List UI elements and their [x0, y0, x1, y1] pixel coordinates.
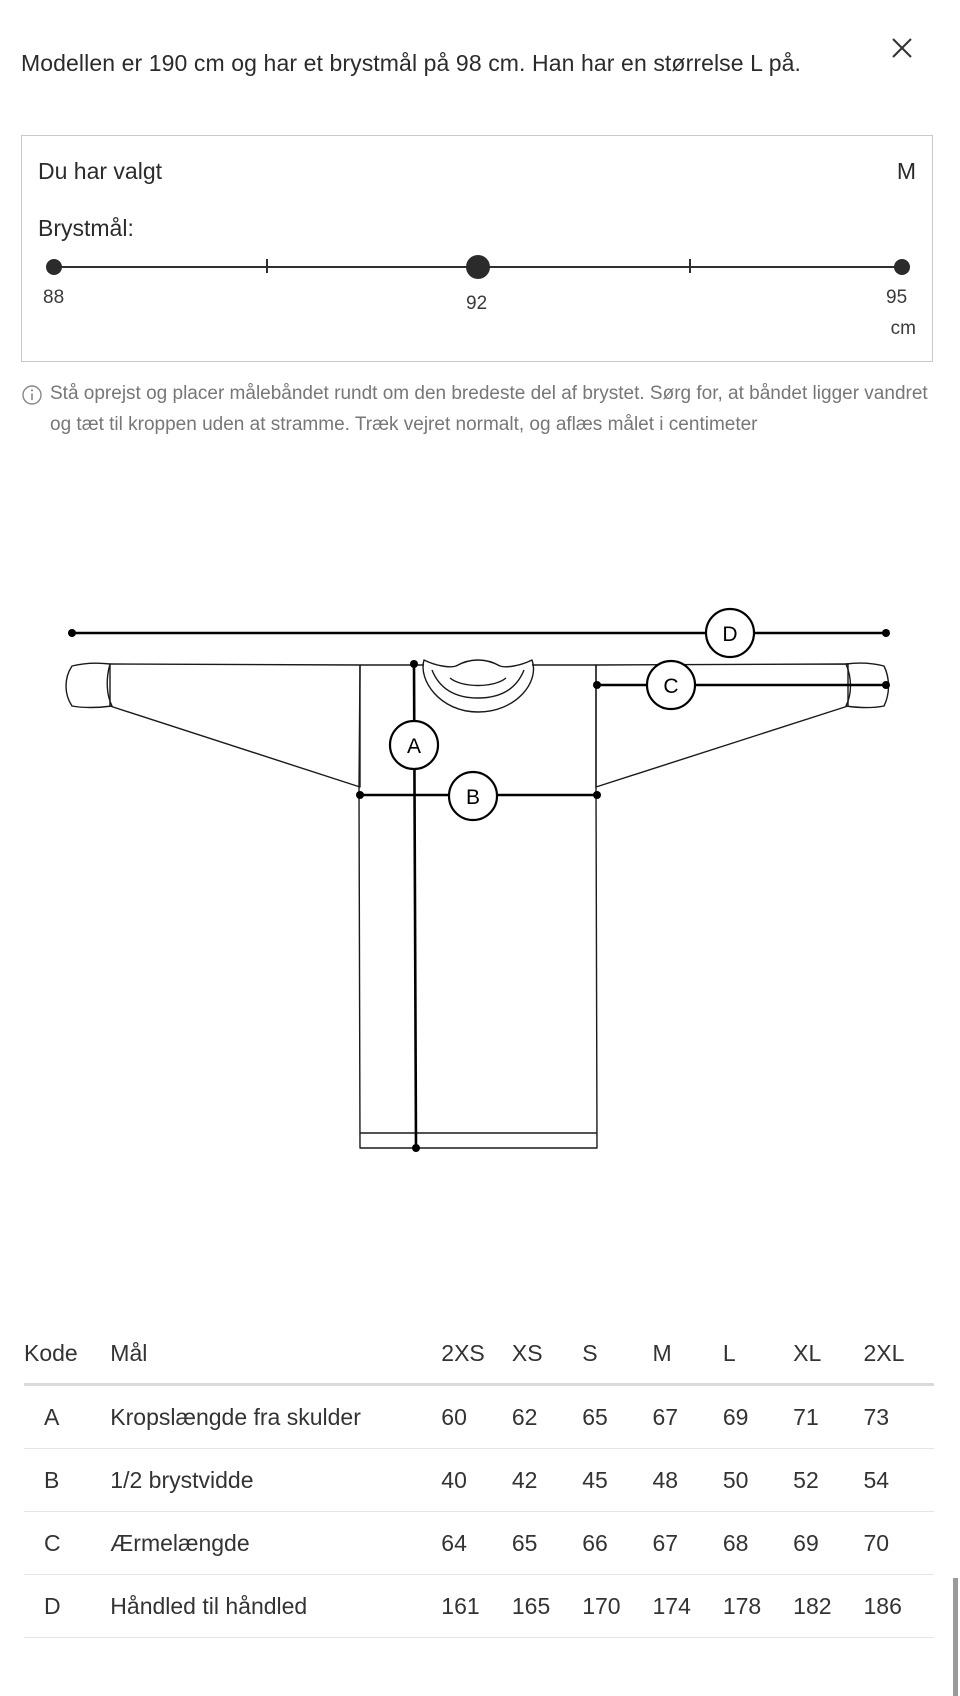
- model-info-text: Modellen er 190 cm og har et brystmål på 98 cm. Han har en størrelse L på.: [21, 50, 801, 76]
- measure-end-dot: [882, 681, 890, 689]
- row-value: 65: [512, 1512, 582, 1575]
- measure-end-dot: [410, 660, 418, 668]
- header-size: 2XS: [441, 1324, 512, 1385]
- row-value: 73: [864, 1385, 935, 1449]
- slider-min-value: 88: [43, 287, 65, 308]
- table-row: [24, 1512, 934, 1575]
- table-row: [24, 1449, 934, 1512]
- row-value: 60: [441, 1385, 512, 1449]
- row-value: 174: [653, 1575, 723, 1638]
- measure-end-dot: [882, 629, 890, 637]
- chosen-size-value: M: [896, 158, 916, 184]
- table-row: [24, 1575, 934, 1638]
- info-icon: [21, 384, 43, 406]
- row-value: 54: [864, 1449, 935, 1512]
- row-value: 186: [864, 1575, 935, 1638]
- row-value: 40: [441, 1449, 512, 1512]
- label-a: A: [406, 735, 422, 758]
- row-value: 70: [864, 1512, 935, 1575]
- header-measure: Mål: [110, 1324, 441, 1385]
- row-value: 67: [653, 1385, 723, 1449]
- row-code: A: [24, 1385, 110, 1449]
- chosen-size-label: Du har valgt: [38, 158, 163, 184]
- measure-end-dot: [412, 1144, 420, 1152]
- close-icon: [891, 37, 913, 59]
- label-b: B: [465, 786, 481, 809]
- header-code: Kode: [24, 1324, 110, 1385]
- header-size: XS: [512, 1324, 582, 1385]
- row-value: 62: [512, 1385, 582, 1449]
- slider-max-dot: [894, 259, 910, 275]
- chest-measure-label: Brystmål:: [38, 215, 134, 241]
- header-size: S: [582, 1324, 652, 1385]
- close-button[interactable]: [884, 30, 920, 66]
- garment-diagram: [0, 590, 960, 1170]
- measure-end-dot: [593, 791, 601, 799]
- row-value: 42: [512, 1449, 582, 1512]
- row-value: 67: [653, 1512, 723, 1575]
- slider-min-dot: [46, 259, 62, 275]
- row-measure-name: Kropslængde fra skulder: [110, 1385, 441, 1449]
- row-value: 69: [723, 1385, 793, 1449]
- table-header-row: [24, 1324, 934, 1385]
- slider-tick: [266, 259, 268, 273]
- row-value: 161: [441, 1575, 512, 1638]
- row-value: 48: [653, 1449, 723, 1512]
- row-value: 170: [582, 1575, 652, 1638]
- scrollbar[interactable]: [953, 1578, 958, 1696]
- unit-label: cm: [890, 318, 916, 339]
- slider-handle[interactable]: [466, 255, 490, 279]
- row-measure-name: Håndled til håndled: [110, 1575, 441, 1638]
- right-sleeve: [596, 664, 848, 787]
- size-selection-panel: [21, 135, 933, 362]
- row-value: 69: [793, 1512, 863, 1575]
- measure-end-dot: [593, 681, 601, 689]
- row-value: 52: [793, 1449, 863, 1512]
- row-value: 182: [793, 1575, 863, 1638]
- label-c: C: [663, 675, 679, 698]
- row-measure-name: Ærmelængde: [110, 1512, 441, 1575]
- row-measure-name: 1/2 brystvidde: [110, 1449, 441, 1512]
- header-size: XL: [793, 1324, 863, 1385]
- row-value: 45: [582, 1449, 652, 1512]
- label-d: D: [722, 623, 738, 646]
- slider-max-value: 95: [886, 287, 908, 308]
- row-value: 64: [441, 1512, 512, 1575]
- row-value: 66: [582, 1512, 652, 1575]
- row-value: 165: [512, 1575, 582, 1638]
- row-value: 68: [723, 1512, 793, 1575]
- row-value: 50: [723, 1449, 793, 1512]
- measure-end-dot: [68, 629, 76, 637]
- slider-current-value: 92: [466, 293, 488, 314]
- row-code: C: [24, 1512, 110, 1575]
- row-value: 65: [582, 1385, 652, 1449]
- row-value: 178: [723, 1575, 793, 1638]
- header-size: M: [653, 1324, 723, 1385]
- measure-end-dot: [356, 791, 364, 799]
- header-size: 2XL: [864, 1324, 935, 1385]
- table-row: [24, 1385, 934, 1449]
- size-table: [24, 1324, 934, 1638]
- row-code: B: [24, 1449, 110, 1512]
- row-code: D: [24, 1575, 110, 1638]
- row-value: 71: [793, 1385, 863, 1449]
- left-cuff: [66, 663, 112, 707]
- left-sleeve: [110, 664, 360, 787]
- slider-tick: [689, 259, 691, 273]
- measure-instructions: Stå oprejst og placer målebåndet rundt om den bredeste del af brystet. Sørg for, at båndet ligger vandret og tæt til kroppen uden at stramme. Træk vejret normalt, og aflæs målet i centimeter: [50, 383, 928, 435]
- header-size: L: [723, 1324, 793, 1385]
